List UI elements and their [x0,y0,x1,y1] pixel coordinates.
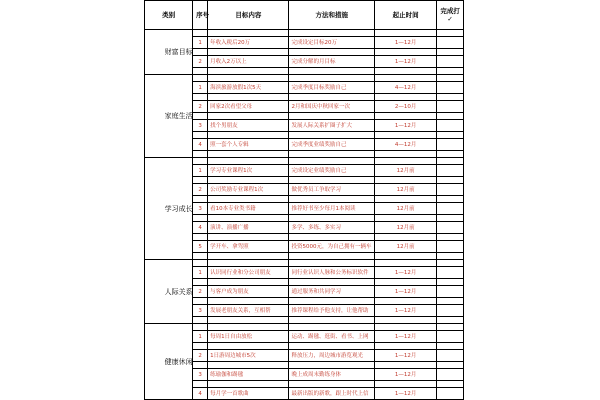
empty-cell [289,317,375,324]
empty-cell [193,177,208,184]
empty-cell [193,279,208,286]
spacer-row [145,279,464,286]
time-cell: 12月前 [375,165,437,177]
empty-cell [375,215,437,222]
empty-cell [289,177,375,184]
empty-cell [208,132,289,139]
goal-cell: 学开车、拿驾照 [208,241,289,253]
done-cell[interactable] [437,286,464,298]
method-cell: 完成季度目标奖励自己 [289,82,375,94]
empty-cell [437,158,464,165]
empty-cell [289,113,375,120]
table-row [145,101,464,113]
empty-cell [289,362,375,369]
spacer-row [145,132,464,139]
table-row [145,184,464,196]
method-cell: 完成设定目标20万 [289,37,375,49]
seq-cell: 2 [193,286,208,298]
time-cell: 1—12月 [375,37,437,49]
seq-cell: 4 [193,139,208,151]
method-cell: 同行业认识人脉和公务标识软件 [289,267,375,279]
header-done: 完成打✓ [437,1,464,30]
empty-cell [289,94,375,101]
empty-cell [193,215,208,222]
spacer-row [145,298,464,305]
done-cell[interactable] [437,305,464,317]
empty-cell [437,279,464,286]
empty-cell [208,279,289,286]
done-cell[interactable] [437,139,464,151]
empty-cell [289,132,375,139]
done-cell[interactable] [437,388,464,400]
time-cell: 1—12月 [375,56,437,68]
table-row [145,139,464,151]
empty-cell [208,317,289,324]
time-cell: 12月前 [375,184,437,196]
empty-cell [193,234,208,241]
done-cell[interactable] [437,120,464,132]
empty-cell [208,343,289,350]
empty-cell [193,158,208,165]
category-cell [145,30,193,75]
goal-cell: 月收入2万以上 [208,56,289,68]
empty-cell [208,49,289,56]
done-cell[interactable] [437,101,464,113]
done-cell[interactable] [437,82,464,94]
empty-cell [193,30,208,37]
spacer-row [145,68,464,75]
empty-cell [375,298,437,305]
empty-cell [375,132,437,139]
goal-cell: 照一套个人专辑 [208,139,289,151]
empty-cell [375,362,437,369]
goal-cell: 每周1日自由放松 [208,331,289,343]
empty-cell [289,30,375,37]
empty-cell [289,260,375,267]
empty-cell [208,68,289,75]
empty-cell [208,298,289,305]
spacer-row [145,158,464,165]
empty-cell [437,49,464,56]
category-cell [145,158,193,260]
empty-cell [289,279,375,286]
spacer-row [145,215,464,222]
seq-cell: 1 [193,267,208,279]
empty-cell [193,362,208,369]
method-cell: 完成设定业绩奖励自己 [289,165,375,177]
spacer-row [145,260,464,267]
empty-cell [208,362,289,369]
seq-cell: 1 [193,37,208,49]
done-cell[interactable] [437,241,464,253]
empty-cell [437,196,464,203]
empty-cell [208,381,289,388]
header-row [145,1,464,30]
spacer-row [145,30,464,37]
time-cell: 1—12月 [375,120,437,132]
empty-cell [289,151,375,158]
empty-cell [437,177,464,184]
goal-cell: 公司奖励专业课程1次 [208,184,289,196]
time-cell: 2—10月 [375,101,437,113]
time-cell: 1—12月 [375,350,437,362]
method-cell: 完成分解的月目标 [289,56,375,68]
table-row [145,120,464,132]
goal-cell: 回家2次看望父母 [208,101,289,113]
table-row [145,165,464,177]
empty-cell [375,260,437,267]
seq-cell: 3 [193,120,208,132]
empty-cell [375,324,437,331]
category-label: 人际关系 [164,287,193,296]
empty-cell [208,234,289,241]
header-goal: 目标内容 [208,1,289,30]
empty-cell [193,49,208,56]
empty-cell [437,343,464,350]
time-cell: 4—12月 [375,82,437,94]
done-cell[interactable] [437,369,464,381]
empty-cell [437,324,464,331]
goal-cell: 与客户成为朋友 [208,286,289,298]
empty-cell [193,324,208,331]
goal-plan-sheet [144,0,464,400]
category-cell [145,75,193,158]
category-cell [145,260,193,324]
table-row [145,388,464,400]
empty-cell [193,151,208,158]
done-cell[interactable] [437,184,464,196]
seq-cell: 3 [193,369,208,381]
empty-cell [208,30,289,37]
seq-cell: 1 [193,331,208,343]
empty-cell [375,317,437,324]
spacer-row [145,234,464,241]
goal-cell: 认识同行业和分公司朋友 [208,267,289,279]
empty-cell [208,253,289,260]
seq-cell: 5 [193,241,208,253]
seq-cell: 2 [193,56,208,68]
header-category: 类别 [145,1,193,30]
method-cell: 推荐课程给予他支持，让他帮助 [289,305,375,317]
seq-cell: 1 [193,82,208,94]
goal-cell: 每月学一首歌曲 [208,388,289,400]
empty-cell [437,215,464,222]
empty-cell [437,132,464,139]
goal-plan-body [145,30,464,400]
spacer-row [145,94,464,101]
time-cell: 1—12月 [375,331,437,343]
goal-cell: 发展老朋友关系，互相帮 [208,305,289,317]
method-cell: 发展人际关系扩圈子扩大 [289,120,375,132]
header-method: 方法和措施 [289,1,375,30]
empty-cell [193,75,208,82]
empty-cell [289,298,375,305]
method-cell: 做优秀员工争取学习 [289,184,375,196]
done-cell[interactable] [437,37,464,49]
time-cell: 1—12月 [375,369,437,381]
table-row [145,369,464,381]
done-cell[interactable] [437,331,464,343]
method-cell: 多学、多练、多实习 [289,222,375,234]
empty-cell [437,253,464,260]
goal-cell: 练瑜伽和踢毽 [208,369,289,381]
empty-cell [193,113,208,120]
seq-cell: 4 [193,222,208,234]
empty-cell [375,68,437,75]
empty-cell [208,158,289,165]
seq-cell: 3 [193,305,208,317]
empty-cell [193,253,208,260]
empty-cell [437,75,464,82]
empty-cell [289,75,375,82]
empty-cell [375,158,437,165]
done-cell[interactable] [437,203,464,215]
empty-cell [375,75,437,82]
done-cell[interactable] [437,350,464,362]
header-time: 起止时间 [375,1,437,30]
category-label: 财富目标 [164,48,193,56]
empty-cell [208,75,289,82]
done-cell[interactable] [437,267,464,279]
empty-cell [375,30,437,37]
empty-cell [375,234,437,241]
empty-cell [193,94,208,101]
table-row [145,331,464,343]
goal-plan-table [144,0,464,400]
spacer-row [145,75,464,82]
empty-cell [289,196,375,203]
goal-cell: 海滨旅游放假1次5天 [208,82,289,94]
goal-cell: 找个男朋友 [208,120,289,132]
empty-cell [437,30,464,37]
time-cell: 12月前 [375,222,437,234]
method-cell: 释放压力，周边城市游览观光 [289,350,375,362]
spacer-row [145,196,464,203]
goal-cell: 年收入税后20万 [208,37,289,49]
seq-cell: 2 [193,101,208,113]
goal-cell: 学习专业课程1次 [208,165,289,177]
seq-cell: 3 [193,203,208,215]
empty-cell [208,113,289,120]
empty-cell [289,49,375,56]
empty-cell [437,151,464,158]
empty-cell [208,151,289,158]
empty-cell [375,113,437,120]
done-cell[interactable] [437,56,464,68]
table-row [145,241,464,253]
seq-cell: 2 [193,184,208,196]
empty-cell [437,94,464,101]
table-row [145,267,464,279]
method-cell: 推荐好书至少每月1本阅读 [289,203,375,215]
category-label: 家庭生活 [164,112,193,120]
table-row [145,305,464,317]
empty-cell [208,324,289,331]
category-label: 健康休闲 [164,357,193,366]
method-cell: 运动、踢毽、逛街、看书、上网 [289,331,375,343]
method-cell: 通过服务和共同学习 [289,286,375,298]
seq-cell: 2 [193,350,208,362]
empty-cell [193,381,208,388]
table-row [145,222,464,234]
empty-cell [375,94,437,101]
empty-cell [289,215,375,222]
time-cell: 1—12月 [375,388,437,400]
spacer-row [145,177,464,184]
empty-cell [193,132,208,139]
empty-cell [375,196,437,203]
method-cell: 投资5000元，为自己拥有一辆车 [289,241,375,253]
empty-cell [193,317,208,324]
empty-cell [289,234,375,241]
seq-cell: 1 [193,165,208,177]
empty-cell [437,381,464,388]
empty-cell [289,381,375,388]
empty-cell [289,158,375,165]
empty-cell [375,343,437,350]
spacer-row [145,343,464,350]
spacer-row [145,151,464,158]
spacer-row [145,381,464,388]
spacer-row [145,317,464,324]
empty-cell [289,324,375,331]
empty-cell [208,260,289,267]
done-cell[interactable] [437,165,464,177]
empty-cell [437,317,464,324]
method-cell: 最新出版的新歌，跟上时代上信 [289,388,375,400]
time-cell: 4—12月 [375,139,437,151]
empty-cell [437,234,464,241]
goal-cell: 演讲、演播广播 [208,222,289,234]
goal-cell: 看10本专业类书籍 [208,203,289,215]
seq-cell: 4 [193,388,208,400]
time-cell: 12月前 [375,241,437,253]
category-cell [145,324,193,400]
table-row [145,82,464,94]
empty-cell [289,343,375,350]
empty-cell [437,362,464,369]
empty-cell [375,381,437,388]
done-cell[interactable] [437,222,464,234]
table-row [145,56,464,68]
header-seq: 序号 [193,1,208,30]
empty-cell [193,298,208,305]
empty-cell [375,279,437,286]
empty-cell [208,94,289,101]
goal-cell: 1日游周边城市5次 [208,350,289,362]
category-label: 学习成长 [164,204,193,213]
empty-cell [437,113,464,120]
empty-cell [289,253,375,260]
spacer-row [145,253,464,260]
spacer-row [145,324,464,331]
empty-cell [193,260,208,267]
empty-cell [289,68,375,75]
empty-cell [375,177,437,184]
empty-cell [208,215,289,222]
method-cell: 晚上成周末勤练身体 [289,369,375,381]
empty-cell [193,196,208,203]
time-cell: 1—12月 [375,305,437,317]
empty-cell [208,196,289,203]
empty-cell [437,260,464,267]
empty-cell [208,177,289,184]
table-row [145,37,464,49]
method-cell: 2月和国庆中秋回家一次 [289,101,375,113]
method-cell: 完成季度业绩奖励自己 [289,139,375,151]
empty-cell [375,253,437,260]
time-cell: 12月前 [375,203,437,215]
time-cell: 1—12月 [375,267,437,279]
empty-cell [193,343,208,350]
empty-cell [375,49,437,56]
empty-cell [375,151,437,158]
empty-cell [193,68,208,75]
empty-cell [437,298,464,305]
empty-cell [437,68,464,75]
time-cell: 1—12月 [375,286,437,298]
